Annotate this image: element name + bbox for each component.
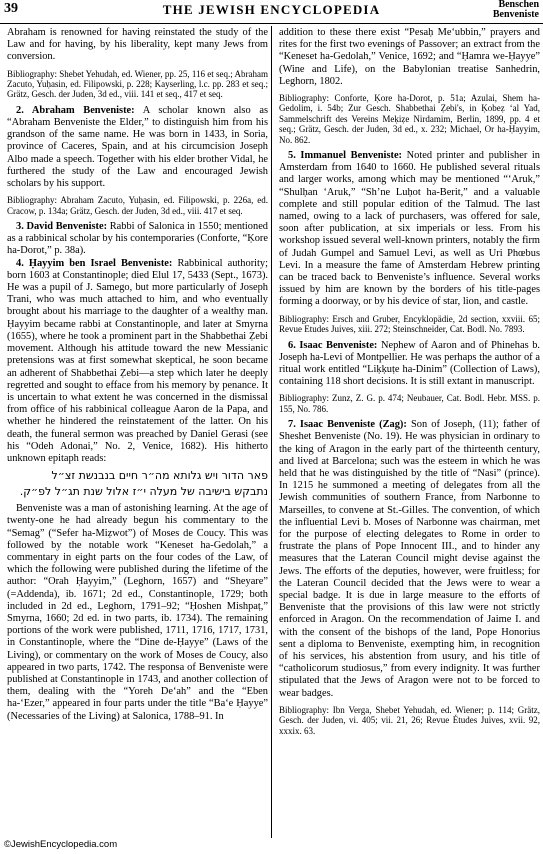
column-divider [271,26,272,838]
entry-text: Rabbinical authority; born 1603 at Constantinople; died Elul 17, 5433 (Sept., 1673). He was a pupil of J. Samego, but more particularly of Joseph Trani, who was much attached to him, and who eventually brought about his marriage to the daughter of a wealthy man. Ḥayyim became rabbi at Constantinople, and later at Smyrna (1655), where he took a prominent part in the Shabbethai Ẓebi movement. Although his attitude toward the new Messianic pretensions was at first somewhat skeptical, he soon became an adherent of Shabbethai Ẓebi—a step which later he deeply regretted and sought to efface from his memory by penance. It is uncertain to what extent he was concerned in the dismissal from office of his rabbinical colleague Aaron de la Papa, and whether he hindered the reinstatement of the latter. On his death, the funeral sermon was preached by Daniel Gerasi (see his “Odeh Adonai,” No. 2, Venice, 1682). His hitherto unknown epitaph reads: [7,257,269,464]
bibliography: Bibliography: Ibn Verga, Shebet Yehudah, ed. Wiener; p. 114; Grätz, Gesch. der Juden, vi. 405; vii. 21, 26; Revue Études Juives, xvii. 92, xxxix. 63. [279,704,540,736]
entry-text: Nephew of Aaron and of Phinehas b. Joseph ha-Levi of Montpellier. He was perhaps the author of a ritual work entitled “Liḳḳuṭe ha-Dinim” (Collection of Laws), containing 118 short decisions. It is still extant in manuscript. [279,339,540,388]
entry-heading: 4. Ḥayyim ben Israel Benveniste: [16,257,173,269]
bibliography: Bibliography: Ersch and Gruber, Encyklopädie, 2d section, xxviii. 65; Revue Etudes Juives, xiii. 272; Steinschneider, Cat. Bodl. No. 7893. [279,313,540,335]
left-column [7,27,268,723]
running-head-last: Benveniste [492,9,539,20]
entry-text: Rabbi of Salonica in 1550; mentioned as a rabbinical scholar by his contemporaries (Conforte, “Ḳore ha-Dorot,” p. 38a). [7,221,268,257]
header-rule [0,23,543,24]
bibliography: Bibliography: Shebet Yehudah, ed. Wiener, pp. 25, 116 et seq.; Abraham Zacuto, Yuḥasin, ed. Filipowski, p. 228; Kayserling, l.c. pp. 283 et seq.; Grätz, Gesch. der Juden, 3d ed., viii. 141 et seq., 417 et seq. [7,68,268,100]
bibliography: Bibliography: Conforte, Ḳore ha-Dorot, p. 51a; Azulai, Shem ha-Gedolim, i. 54b; Zur Gesch. Shabbethai Ẓebi's, in Ḳobeẓ ‘al Yad, Sammelschrift des Vereins Meḳiẓe Nirdamim, Berlin, 1899, pp. 4 et seq.; Grätz, Gesch. der Juden, 3d ed., x. 232; Michael, Or ha-Ḥayyim, No. 862. [279,93,540,145]
entry-heading: 6. Isaac Benveniste: [288,339,378,351]
entry-heading: 2. Abraham Benveniste: [16,104,135,116]
running-head-first: Benschen [498,0,539,10]
paragraph: addition to these there exist “Pesaḥ Me‘ubbin,” prayers and rites for the first two evenings of Passover; an extract from the “Keneset ha-Gedolah,” Venice, 1692; and “Ḥamra we-Ḥayye” (Wine and Life), on the Babylonian treatise Sanhedrin, Leghorn, 1802. [279,27,540,87]
entry-paragraph [7,258,268,465]
bibliography: Bibliography: Zunz, Z. G. p. 474; Neubauer, Cat. Bodl. Hebr. MSS. p. 155, No. 786. [279,393,540,414]
entry-paragraph [279,419,540,700]
page-number: 39 [4,1,18,16]
hebrew-line: נתבקש בישיבה של מעלה י״ז אלול שנת תג״ל לפ״ק. [19,485,268,499]
hebrew-epitaph [7,468,268,500]
hebrew-line: פאר הדור ויש גלותא מה״ר חיים בנבנשת זצ״ל [51,469,268,483]
entry-paragraph [7,221,268,258]
entry-heading: 7. Isaac Benveniste (Zag): [288,419,407,431]
paragraph: Abraham is renowned for having reinstated the study of the Law and for having, by his liberality, kept many Jews from conversion. [7,27,268,63]
paragraph: Benveniste was a man of astonishing learning. At the age of twenty-one he had already begun his commentary to the “Semag” (“Sefer ha-Miẓwot”) of Moses de Coucy. This was followed by the notable work “Keneset ha-Gedolah,” a commentary in eight parts on the four codes of the Law, of which the following were published during the lifetime of the author: “Orah Ḥayyim,” (Leghorn, 1657) and “Sheyare” (=Addenda), ib. 1671; 2d ed., Constantinople, 1729; both included in 2d ed., Leghorn, 1791–92; “Ḥoshen Mishpaṭ,” Smyrna, 1660; 2d ed. in two parts, ib. 1734). The remaining portions of the work were published, 1711, 1716, 1717, 1731, in Constantinople, where the “Dine de-Ḥayye” (Laws of the Living), or commentary on the work of Moses de Coucy, also appeared in two parts, 1742. The responsa of Benveniste were published at Constantinople in 1743, and another collection of them, dealing with the “Yoreh De‘ah” and the “Eben ha-‘Ezer,” appeared in four parts under the title “Ba‘e Ḥayye” (Necessaries of the Living) at Salonica, 1788–91. In [7,503,268,722]
right-column [279,27,540,741]
journal-title: THE JEWISH ENCYCLOPEDIA [162,2,381,17]
entry-paragraph [279,150,540,309]
entry-text: A scholar known also as “Abraham Benveniste the Elder,” to distinguish him from his grandson of the same name. He was born in 1433, in Soria, province of Caceres, Spain, and at his circumcision Joseph Albo made a speech. Together with his elder brother Vidal, he furthered the study of the Law and encouraged Jewish scholars by his support. [7,104,268,190]
entry-heading: 5. Immanuel Benveniste: [288,150,403,162]
entry-text: Noted printer and publisher in Amsterdam from 1640 to 1660. He published several rituals and larger works, among which may be mentioned “‘Aruk,” “Shulḥan ‘Aruk,” “Sh’ne Luḥot ha-Berit,” and a valuable complete and still popular edition of the Talmud. The last named, owing to a lack of purchasers, was offered for sale, soon after publication, at six imperials or less. From his workshop issued several well-known printers, notably the firm of Judah Gumpel and Samuel Levi, as well as Uri Phœbus Levi. In a measure the fame of Amsterdam Hebrew printing can be traced back to Benveniste’s influence. Several works issued by him are known by the borders of his title-pages forming a doorway, or by his device of star, lion, and castle. [279,150,540,308]
entry-text: Son of Joseph, (11); father of Sheshet Benveniste (No. 19). He was physician in ordinary to the king of Aragon in the early part of the thirteenth century, and lived at Barcelona; such was the esteem in which he was held that he was distinguished by the title of “Nasi” (prince). In 1215 he summoned a meeting of delegates from all the Jewish communities of southern France, from Narbonne to Marseilles, to convene at St.-Gilles. The convention, of which the influential Levi b. Moses of Narbonne was chairman, met for the purpose of electing delegates to Rome in order to frustrate the plans of Pope Innocent III., and to hinder any measures that the Lateran Council might devise against the Jews. The efforts of the deputies, however, were fruitless; for the Lateran Council decided that the Jews were to wear a special badge. It is due in large measure to the efforts of Benveniste that the provisions of this law were not strictly enforced in Aragon. On the recommendation of Jaime I. and with the consent of the bishops of the land, Pope Honorius sent a diploma to Benveniste, exempting him, in recognition of his services, his abstention from usury, and his title of “catholicorum studiosus,” from every indignity. It was further stipulated that the Jews of Aragon were not to be forced to wear badges. [279,419,540,699]
page-header [0,0,543,24]
entry-paragraph [279,340,540,389]
copyright-footer: ©JewishEncyclopedia.com [4,839,118,850]
entry-paragraph [7,105,268,190]
running-head [493,0,539,20]
bibliography: Bibliography: Abraham Zacuto, Yuḥasin, ed. Filipowski, p. 226a, ed. Cracow, p. 134a; Grätz, Gesch. der Juden, 3d ed., viii. 417 et seq. [7,195,268,216]
entry-heading: 3. David Benveniste: [16,221,108,233]
